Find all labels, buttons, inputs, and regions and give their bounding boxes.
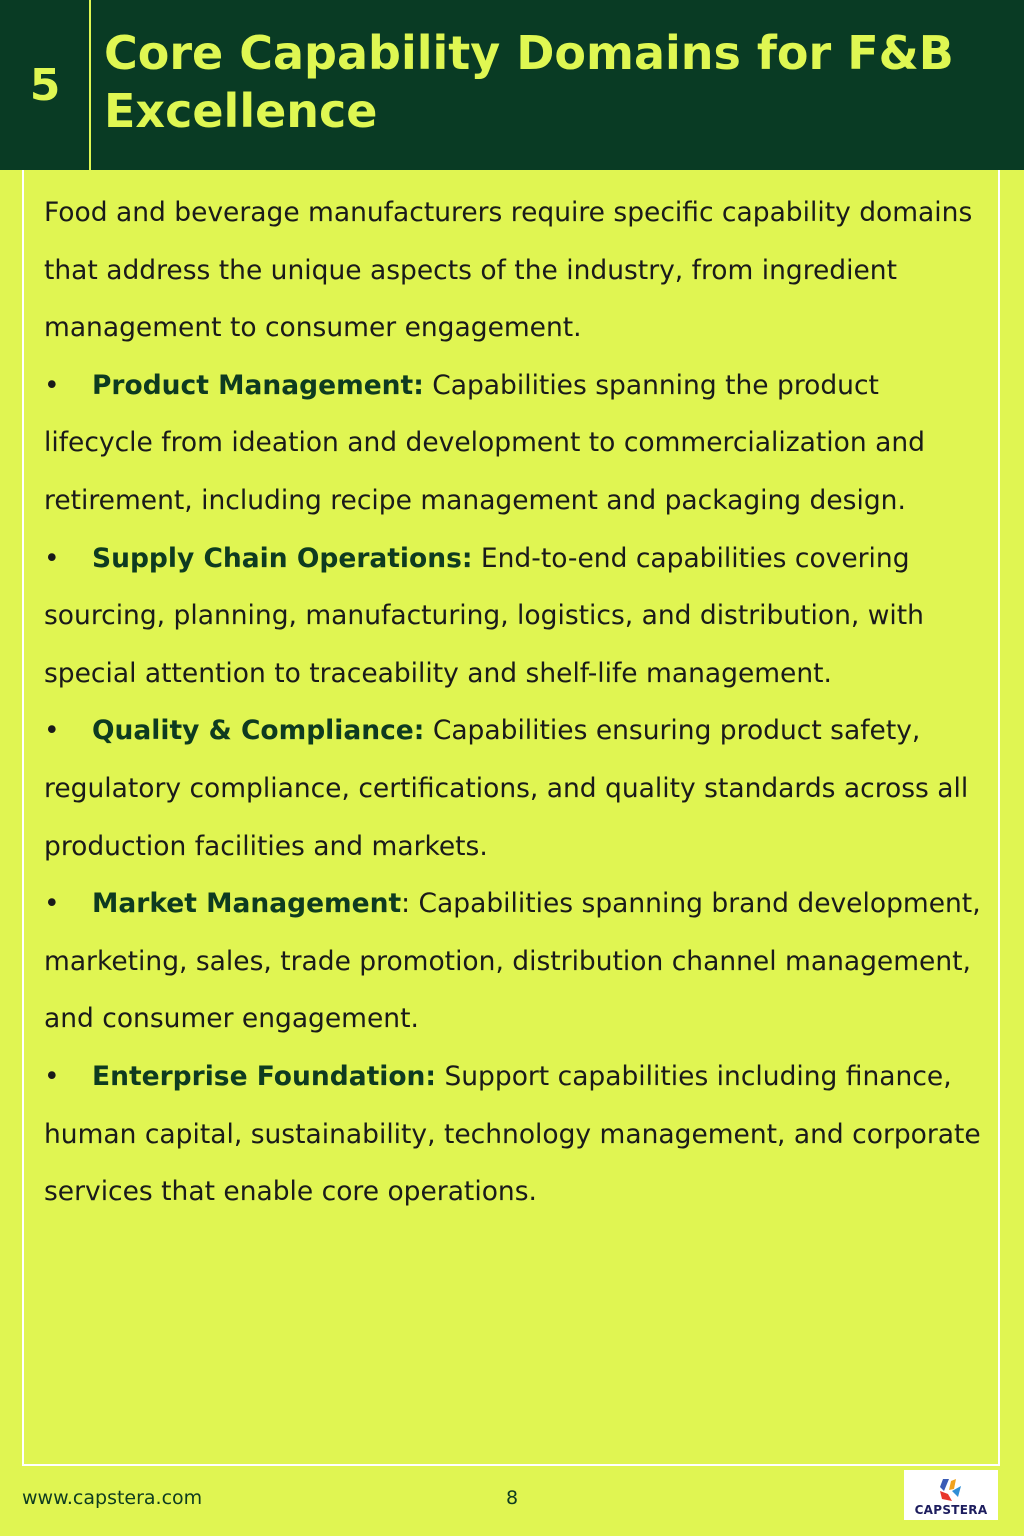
bullet-mark: •: [44, 1060, 60, 1092]
header-bar: [0, 0, 1024, 170]
bullet-market-management: [44, 875, 984, 1048]
bullet-term: Supply Chain Operations:: [92, 542, 473, 574]
bullet-text: Capabilities ensuring product safety, regulatory compliance, certifications, and quality standards across all production facilities and markets.: [44, 715, 969, 862]
bullet-mark: •: [44, 542, 60, 574]
page-title: Core Capability Domains for F&B Excellence: [104, 26, 954, 138]
header-divider: [89, 0, 91, 170]
bullet-term: Quality & Compliance:: [92, 715, 425, 747]
bullet-product-management: [44, 357, 984, 530]
bullet-text: Support capabilities including finance, human capital, sustainability, technology management, and corporate services that enable core operations.: [44, 1060, 981, 1208]
capstera-logo: [904, 1470, 998, 1520]
bullet-mark: •: [44, 715, 60, 747]
bullet-supply-chain-operations: [44, 530, 984, 703]
bullet-text: : Capabilities spanning brand development, marketing, sales, trade promotion, distribution channel management, and consumer engagement.: [44, 888, 981, 1035]
bullet-term: Enterprise Foundation:: [92, 1060, 437, 1092]
bullet-quality-compliance: [44, 702, 984, 875]
intro-paragraph: Food and beverage manufacturers require specific capability domains that address the unique aspects of the industry, from ingredient management to consumer engagement.: [44, 197, 973, 344]
bullet-term: Product Management:: [92, 369, 424, 401]
bullet-mark: •: [44, 369, 60, 401]
bullet-text: End-to-end capabilities covering sourcing, planning, manufacturing, logistics, and distribution, with special attention to traceability and shelf-life management.: [44, 542, 924, 689]
bullet-term: Market Management: [92, 888, 402, 920]
page-number: 8: [505, 1487, 519, 1509]
bullet-mark: •: [44, 888, 60, 920]
section-number: 5: [29, 59, 61, 111]
bullet-text: Capabilities spanning the product lifecycle from ideation and development to commercialization and retirement, including recipe management and packaging design.: [44, 369, 925, 516]
bullet-enterprise-foundation: [44, 1048, 984, 1221]
capstera-logo-icon: [934, 1477, 968, 1503]
body-text: [44, 184, 984, 1221]
footer-website-link[interactable]: www.capstera.com: [22, 1487, 203, 1509]
logo-wordmark: CAPSTERA: [914, 1503, 988, 1517]
